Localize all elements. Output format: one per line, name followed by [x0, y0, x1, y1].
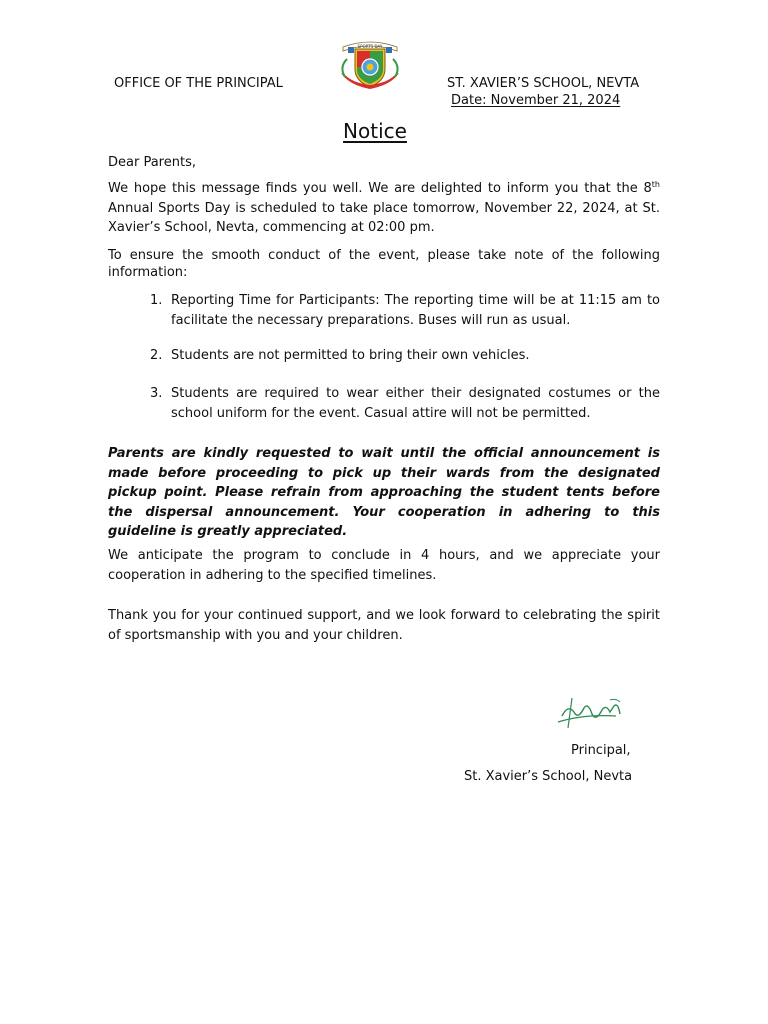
- school-name-header: ST. XAVIER’S SCHOOL, NEVTA: [447, 76, 640, 91]
- notice-date: Date: November 21, 2024: [451, 93, 621, 108]
- school-crest-logo: [335, 33, 405, 91]
- instructions-list-2: [150, 346, 660, 366]
- instructions-list-3: [150, 384, 660, 423]
- ensure-paragraph: To ensure the smooth conduct of the event, please take note of the following information:: [108, 248, 660, 280]
- salutation: Dear Parents,: [108, 155, 196, 170]
- signoff-role: Principal,: [571, 743, 631, 758]
- ordinal-suffix: th: [651, 180, 660, 189]
- logo-banner-text: SPORTS DAY: [357, 44, 383, 49]
- instructions-list: [150, 291, 660, 330]
- conclude-paragraph: We anticipate the program to conclude in 4 hours, and we appreciate your cooperation in adhering to the specified timelines.: [108, 548, 660, 583]
- list-item-text: Reporting Time for Participants: The reporting time will be at 11:15 am to facilitate the necessary preparations. Buses will run as usual.: [171, 293, 660, 328]
- notice-title: Notice: [343, 119, 407, 143]
- list-item: [150, 291, 660, 330]
- important-paragraph: Parents are kindly requested to wait until the official announcement is made before proceeding to pick up their wards from the designated pickup point. Please refrain from approaching the student tents before the dispersal announcement. Your cooperation in adhering to this guideline is greatly appreciated.: [108, 446, 660, 539]
- list-item-text: Students are required to wear either their designated costumes or the school uniform for the event. Casual attire will not be permitted.: [171, 386, 660, 421]
- list-item-number: 3.: [150, 386, 163, 401]
- intro-text-start: We hope this message finds you well. We are delighted to inform you that the 8: [108, 181, 652, 196]
- signoff-school: St. Xavier’s School, Nevta: [464, 769, 633, 784]
- list-item-number: 1.: [150, 293, 163, 308]
- office-label: OFFICE OF THE PRINCIPAL: [114, 76, 283, 91]
- list-item: [150, 346, 660, 366]
- intro-text-end: Annual Sports Day is scheduled to take place tomorrow, November 22, 2024, at St. Xavier’s School, Nevta, commencing at 02:00 pm.: [108, 200, 660, 235]
- list-item-number: 2.: [150, 348, 163, 363]
- list-item: [150, 384, 660, 423]
- list-item-text: Students are not permitted to bring their own vehicles.: [171, 348, 530, 363]
- principal-signature: [554, 694, 626, 730]
- thanks-paragraph: Thank you for your continued support, and we look forward to celebrating the spirit of sportsmanship with you and your children.: [108, 608, 660, 643]
- intro-paragraph: [108, 179, 660, 238]
